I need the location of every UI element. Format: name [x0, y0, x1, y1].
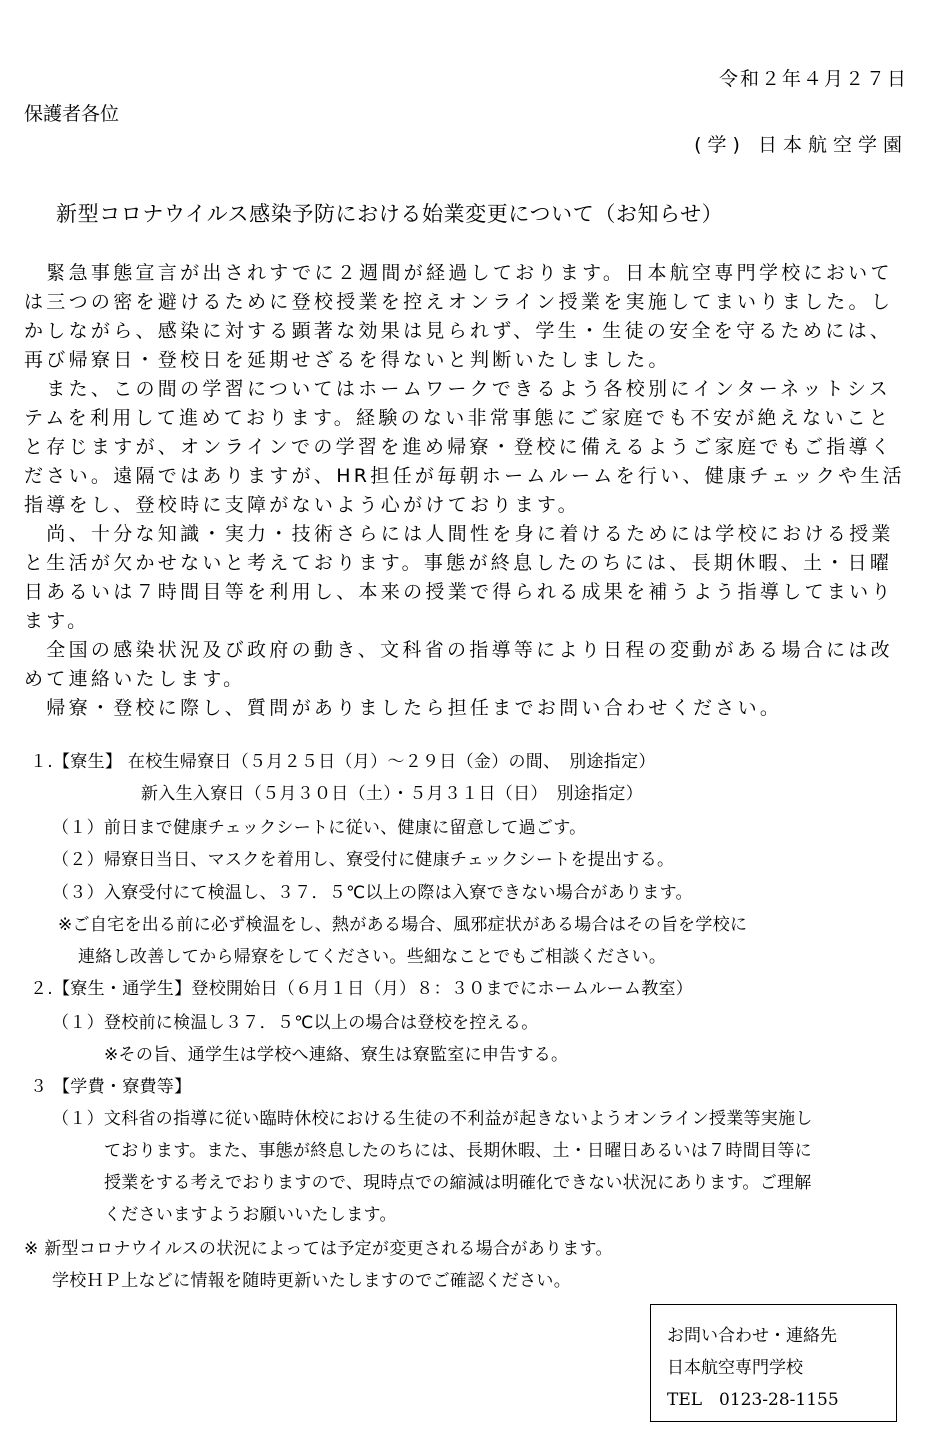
list-line: ※ 新型コロナウイルスの状況によっては予定が変更される場合があります。 — [24, 1239, 613, 1259]
list-line: 連絡し改善してから帰寮をしてください。些細なことでもご相談ください。 — [78, 947, 667, 967]
document-title: 新型コロナウイルス感染予防における始業変更について（お知らせ） — [56, 202, 724, 226]
list-line: くださいますようお願いいたします。 — [104, 1205, 397, 1225]
contact-heading: お問い合わせ・連絡先 — [667, 1326, 837, 1346]
body-line: 尚、十分な知識・実力・技術さらには人間性を身に着けるためには学校における授業 — [24, 523, 894, 545]
list-line: ※その旨、通学生は学校へ連絡、寮生は寮監室に申告する。 — [104, 1045, 569, 1065]
list-line: （１）文科省の指導に従い臨時休校における生徒の不利益が起きないようオンライン授業等実施し — [52, 1109, 813, 1129]
sender: (学) 日本航空学園 — [694, 134, 908, 156]
contact-box — [650, 1304, 897, 1422]
body-line: 帰寮・登校に際し、質問がありましたら担任までお問い合わせください。 — [24, 697, 783, 719]
body-line: と存じますが、オンラインでの学習を進め帰寮・登校に備えるようご家庭でもご指導く — [24, 436, 894, 458]
body-line: ます。 — [24, 610, 90, 632]
body-line: 指導をし、登校時に支障がないよう心がけております。 — [24, 494, 580, 516]
body-line: 緊急事態宣言が出されすでに２週間が経過しております。日本航空専門学校において — [24, 262, 893, 284]
body-line: は三つの密を避けるために登校授業を控えオンライン授業を実施してまいりました。し — [24, 291, 894, 313]
list-line: ※ご自宅を出る前に必ず検温をし、熱がある場合、風邪症状がある場合はその旨を学校に — [58, 915, 748, 935]
body-line: ださい。遠隔ではありますが、HR担任が毎朝ホームルームを行い、健康チェックや生活 — [24, 465, 905, 487]
body-line: 日あるいは７時間目等を利用し、本来の授業で得られる成果を補うよう指導してまいり — [24, 581, 894, 603]
list-line: 学校ＨＰ上などに情報を随時更新いたしますのでご確認ください。 — [52, 1271, 571, 1291]
body-line: かしながら、感染に対する顕著な効果は見られず、学生・生徒の安全を守るためには、 — [24, 320, 893, 342]
body-line: めて連絡いたします。 — [24, 668, 246, 690]
list-line: （２）帰寮日当日、マスクを着用し、寮受付に健康チェックシートを提出する。 — [52, 850, 675, 870]
body-line: テムを利用して進めております。経験のない非常事態にご家庭でも不安が絶えないこと — [24, 407, 892, 429]
list-line: ２.【寮生・通学生】登校開始日（６月１日（月）８：３０までにホームルーム教室） — [30, 979, 694, 999]
body-line: 再び帰寮日・登校日を延期せざるを得ないと判断いたしました。 — [24, 349, 671, 371]
recipient: 保護者各位 — [24, 103, 120, 125]
body-line: と生活が欠かせないと考えております。事態が終息したのちには、長期休暇、土・日曜 — [24, 552, 893, 574]
body-line: 全国の感染状況及び政府の動き、文科省の指導等により日程の変動がある場合には改 — [24, 639, 893, 661]
list-line: 新入生入寮日（５月３０日（土）・５月３１日（日） 別途指定） — [141, 784, 643, 804]
list-line: １.【寮生】 在校生帰寮日（５月２５日（月）～２９日（金）の間、 別途指定） — [30, 752, 656, 772]
body-line: また、この間の学習についてはホームワークできるよう各校別にインターネットシス — [24, 378, 892, 400]
list-line: （１）前日まで健康チェックシートに従い、健康に留意して過ごす。 — [52, 818, 587, 838]
list-line: ております。また、事態が終息したのちには、長期休暇、土・日曜日あるいは７時間目等に — [104, 1141, 812, 1161]
contact-school: 日本航空専門学校 — [667, 1358, 803, 1378]
document-date: 令和２年４月２７日 — [718, 68, 908, 90]
list-line: （３）入寮受付にて検温し、３７．５℃以上の際は入寮できない場合があります。 — [52, 883, 693, 903]
list-line: ３ 【学費・寮費等】 — [30, 1077, 192, 1097]
list-line: 授業をする考えでおりますので、現時点での縮減は明確化できない状況にあります。ご理解 — [104, 1173, 812, 1193]
contact-tel: TEL 0123-28-1155 — [667, 1390, 839, 1410]
list-line: （１）登校前に検温し３７．５℃以上の場合は登校を控える。 — [52, 1013, 539, 1033]
